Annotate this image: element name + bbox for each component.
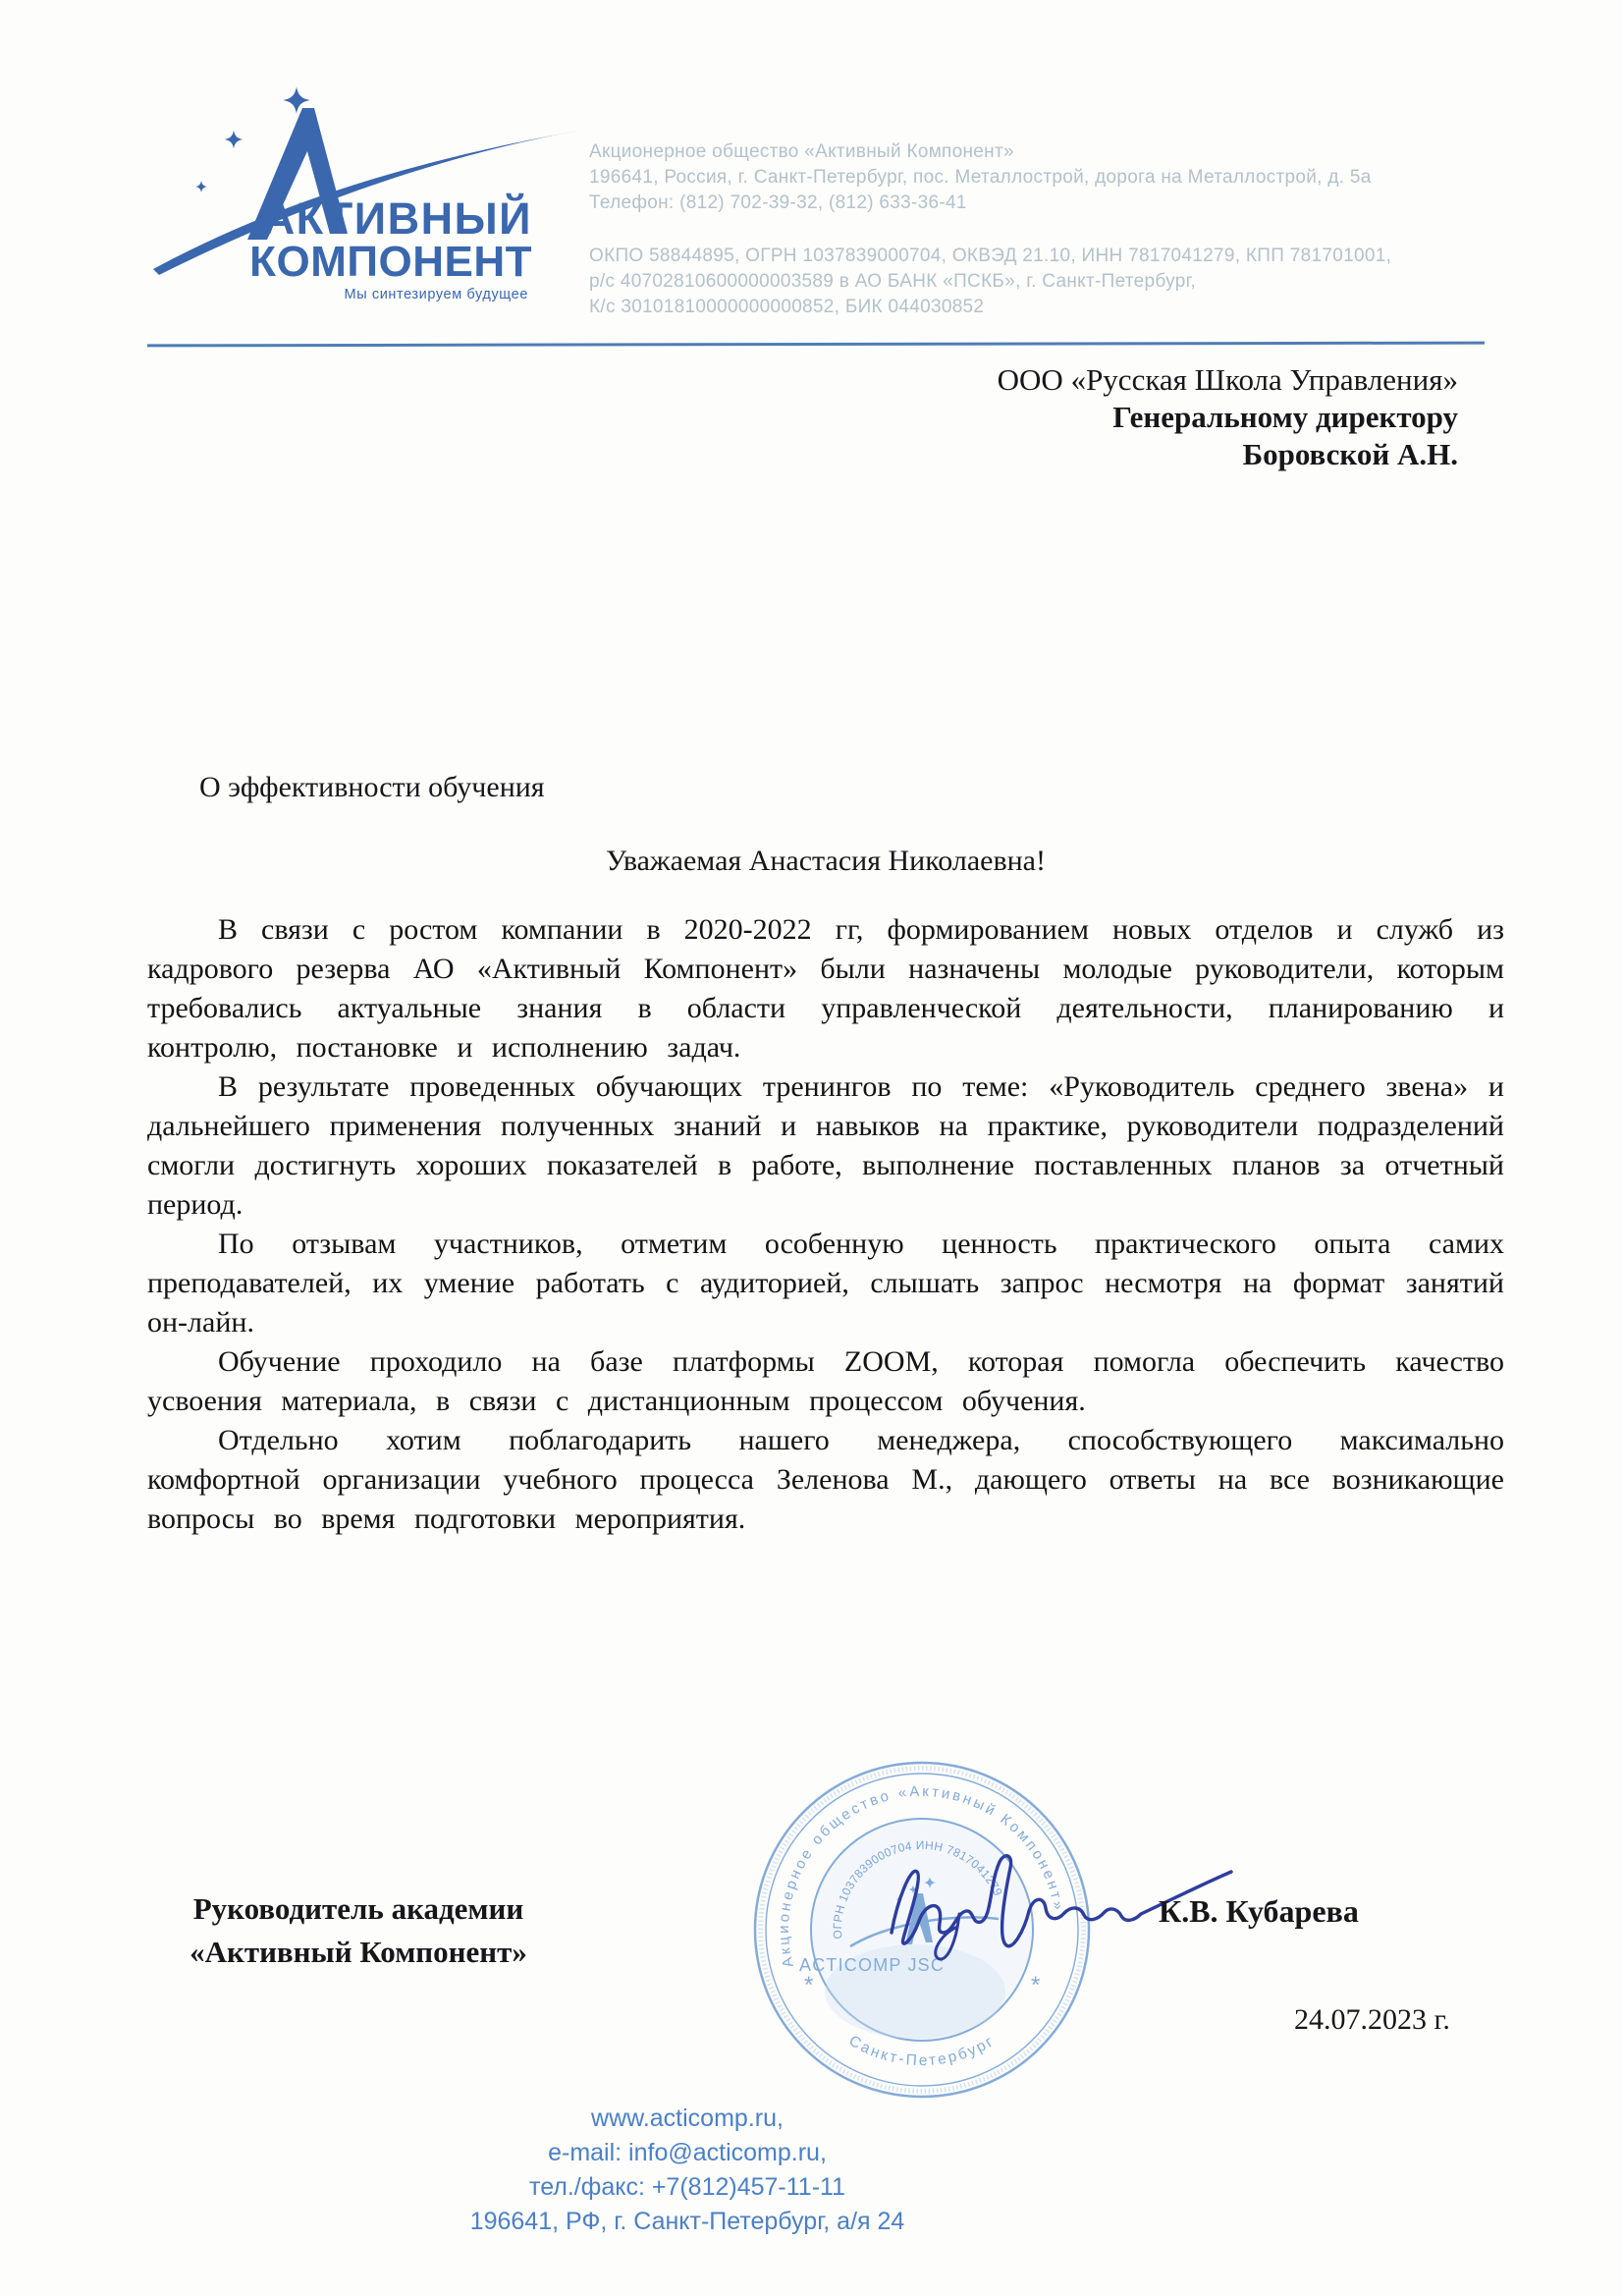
- greeting-line: Уважаемая Анастасия Николаевна!: [605, 845, 1046, 877]
- footer-email: e-mail: info@acticomp.ru,: [548, 2139, 827, 2166]
- logo-tagline: Мы синтезируем будущее: [344, 287, 528, 302]
- recipient-position: Генеральному директору: [1112, 400, 1458, 434]
- subject-line: О эффективности обучения: [199, 771, 545, 803]
- recipient-company: ООО «Русская Школа Управления»: [997, 362, 1458, 397]
- signer-name: К.В. Кубарева: [1159, 1893, 1359, 1929]
- recipient-block: [998, 361, 1458, 473]
- logo-star-icon: [225, 131, 243, 149]
- body-paragraph-4: Обучение проходило на базе платформы ZOOM, которая помогла обеспечить качество усвоения материала, в связи с дистанционным процессом обучения.: [147, 1345, 1504, 1417]
- footer-website: www.acticomp.ru,: [591, 2105, 784, 2132]
- letterhead-divider: [147, 342, 1485, 348]
- stamp-center-text: ACTICOMP JSC: [799, 1955, 946, 1975]
- company-info-line: Телефон: (812) 702-39-32, (812) 633-36-41: [589, 192, 967, 213]
- company-info-line: 196641, Россия, г. Санкт-Петербург, пос. Металлострой, дорога на Металлострой, д. 5а: [589, 167, 1372, 188]
- recipient-name: Боровской А.Н.: [1242, 437, 1458, 471]
- stamp-asterisk-left: *: [804, 1972, 814, 1998]
- company-info-line: ОКПО 58844895, ОГРН 1037839000704, ОКВЭД 21.10, ИНН 7817041279, КПП 781701001,: [589, 246, 1392, 266]
- signer-title: [172, 1887, 545, 1974]
- company-info-block-2: [589, 244, 1391, 320]
- logo-text-line1: АКТИВНЫЙ: [262, 193, 532, 244]
- company-logo: [147, 79, 589, 309]
- company-info-line: Акционерное общество «Активный Компонент»: [589, 141, 1014, 162]
- signer-title-line2: «Активный Компонент»: [189, 1935, 527, 1969]
- stamp-city-text: Санкт-Петербург: [845, 2032, 999, 2070]
- footer-address: 196641, РФ, г. Санкт-Петербург, а/я 24: [469, 2208, 905, 2235]
- stamp-ogrn-inn-text: ОГРН 1037839000704 ИНН 7817041279: [830, 1837, 1005, 1940]
- company-info-line: К/с 30101810000000000852, БИК 044030852: [589, 297, 985, 317]
- logo-text-line2: КОМПОНЕНТ: [249, 238, 532, 286]
- letter-date: 24.07.2023 г.: [1294, 2003, 1450, 2036]
- company-info-block-1: [589, 139, 1372, 216]
- letter-body: [147, 910, 1504, 1539]
- logo-star-icon: [195, 181, 207, 192]
- body-paragraph-3: По отзывам участников, отметим особенную ценность практического опыта самих преподавателей, их умение работать с аудиторией, слышать запрос несмотря на формат занятий он-лайн.: [147, 1228, 1504, 1339]
- stamp-outer-text: Акционерное общество «Активный Компонент»: [775, 1782, 1067, 1970]
- footer-contacts: [393, 2102, 982, 2239]
- body-paragraph-2: В результате проведенных обучающих тренингов по теме: «Руководитель среднего звена» и дальнейшего применения полученных знаний и навыков на практике, руководители подразделений смогли достигнуть хороших показателей в работе, выполнение поставленных планов за отчетный период.: [147, 1070, 1504, 1221]
- stamp-asterisk-right: *: [1031, 1972, 1041, 1998]
- company-info-line: р/с 40702810600000003589 в АО БАНК «ПСКБ», г. Санкт-Петербург,: [589, 271, 1197, 292]
- signer-title-line1: Руководитель академии: [192, 1891, 524, 1926]
- body-paragraph-5: Отдельно хотим поблагодарить нашего менеджера, способствующего максимально комфортной организации учебного процесса Зеленова М., дающего ответы на все возникающие вопросы во время подготовки мероприятия.: [147, 1424, 1504, 1535]
- body-paragraph-1: В связи с ростом компании в 2020-2022 гг, формированием новых отделов и служб из кадрового резерва АО «Активный Компонент» были назначены молодые руководители, которым требовались актуальные знания в области управленческой деятельности, планированию и контролю, постановке и исполнению задач.: [147, 913, 1504, 1064]
- footer-phone: тел./факс: +7(812)457-11-11: [529, 2173, 845, 2201]
